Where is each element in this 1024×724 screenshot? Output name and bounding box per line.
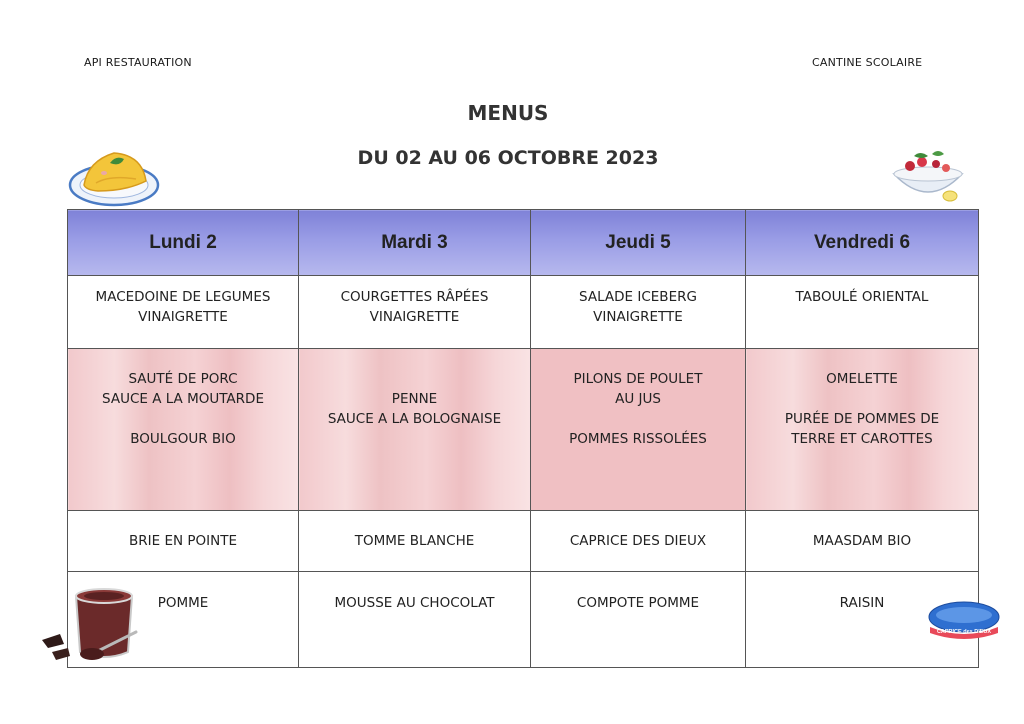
main-course-row [68, 349, 979, 511]
day-header-thursday: Jeudi 5 [531, 210, 746, 276]
menu-line: COURGETTES RÂPÉES [340, 289, 489, 305]
menu-line: AU JUS [615, 391, 661, 407]
main-course-cell-thursday [531, 349, 746, 511]
service-name: CANTINE SCOLAIRE [812, 56, 923, 69]
menu-line [746, 389, 978, 409]
menu-line: POMMES RISSOLÉES [569, 431, 707, 447]
main-course-cell-monday [68, 349, 299, 511]
dessert-cell-thursday: COMPOTE POMME [531, 572, 746, 668]
starter-row [68, 276, 979, 349]
menu-line: PILONS DE POULET [573, 371, 703, 387]
menu-line: SAUTÉ DE PORC [128, 371, 238, 387]
company-name: API RESTAURATION [84, 56, 192, 69]
cheese-cell-friday: MAASDAM BIO [746, 511, 979, 572]
cheese-row [68, 511, 979, 572]
menu-line: SAUCE A LA BOLOGNAISE [327, 411, 502, 427]
menu-line [68, 409, 298, 429]
menu-line: SALADE ICEBERG [579, 289, 697, 305]
main-course-cell-tuesday [299, 349, 531, 511]
cheese-cell-tuesday: TOMME BLANCHE [299, 511, 531, 572]
dessert-row [68, 572, 979, 668]
salad-bowl-image [888, 144, 968, 208]
menu-line: VINAIGRETTE [593, 309, 683, 325]
page-title: MENUS [467, 101, 549, 125]
dessert-cell-monday: POMME [68, 572, 299, 668]
day-header-friday: Vendredi 6 [746, 210, 979, 276]
omelette-plate-image [66, 145, 162, 209]
menu-table [67, 209, 979, 668]
main-course-cell-friday [746, 349, 979, 511]
menu-line: OMELETTE [826, 371, 898, 387]
menu-line: VINAIGRETTE [369, 309, 460, 325]
menu-line: TABOULÉ ORIENTAL [795, 289, 929, 305]
menu-line: TERRE ET CAROTTES [791, 431, 933, 447]
cheese-cell-monday: BRIE EN POINTE [68, 511, 299, 572]
menu-line: PURÉE DE POMMES DE [784, 411, 940, 427]
chocolate-mousse-image [38, 582, 142, 668]
date-range: DU 02 AU 06 OCTOBRE 2023 [357, 147, 659, 169]
menu-line [299, 369, 530, 389]
dessert-cell-tuesday: MOUSSE AU CHOCOLAT [299, 572, 531, 668]
day-header-row [68, 210, 979, 276]
menu-line: PENNE [391, 391, 438, 407]
cheese-cell-thursday: CAPRICE DES DIEUX [531, 511, 746, 572]
starter-cell-monday [68, 276, 299, 349]
menu-line: SAUCE A LA MOUTARDE [102, 391, 264, 407]
caprice-des-dieux-logo [926, 597, 1002, 643]
menu-line [531, 409, 745, 429]
caprice-logo-text: CAPRICE des DIEUX [936, 629, 992, 635]
dessert-cell-friday: RAISIN [746, 572, 979, 668]
menu-line: VINAIGRETTE [138, 309, 228, 325]
starter-cell-tuesday [299, 276, 531, 349]
day-header-monday: Lundi 2 [68, 210, 299, 276]
menu-line: MACEDOINE DE LEGUMES [95, 289, 271, 305]
starter-cell-friday [746, 276, 979, 349]
menu-line [299, 429, 530, 449]
day-header-tuesday: Mardi 3 [299, 210, 531, 276]
menu-line: BOULGOUR BIO [130, 431, 236, 447]
starter-cell-thursday [531, 276, 746, 349]
